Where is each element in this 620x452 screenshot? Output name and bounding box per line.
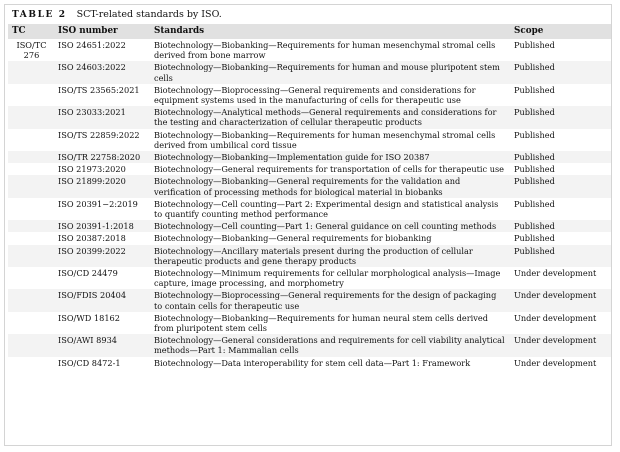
iso-number-cell: ISO/WD 18162 — [58, 312, 120, 323]
scope-cell: Under development — [514, 312, 597, 323]
iso-number-cell: ISO/FDIS 20404 — [54, 289, 150, 311]
tc-cell-empty — [8, 334, 54, 356]
scope-cell: Published — [514, 84, 555, 95]
table-row — [8, 39, 611, 61]
iso-number-cell: ISO 21973:2020 — [58, 164, 126, 175]
standard-cell: Biotechnology—General requirements for transportation of cells for therapeutic use — [154, 164, 505, 175]
table-row — [8, 175, 611, 197]
tc-cell-empty — [8, 267, 54, 289]
standard-cell: Biotechnology—Bioprocessing—General requirements for the design of packaging to contain cells for therapeutic use — [150, 289, 510, 311]
table-row — [8, 232, 611, 244]
scope-cell: Published — [514, 129, 555, 140]
table-body — [8, 39, 611, 369]
iso-number-cell: ISO 23033:2021 — [54, 106, 150, 128]
standard-cell: Biotechnology—Biobanking—General requirements for biobanking — [154, 233, 432, 244]
standard-cell: Biotechnology—Biobanking—Requirements for human neural stem cells derived from pluripotent stem cells — [154, 312, 488, 334]
standard-cell: Biotechnology—Biobanking—Requirements for human mesenchymal stromal cells derived from bone marrow — [154, 40, 496, 61]
table-label: TABLE 2 — [12, 10, 67, 20]
header-scope: Scope — [510, 24, 611, 39]
header-row — [8, 24, 611, 39]
scope-cell: Published — [514, 233, 555, 244]
scope-cell: Published — [510, 61, 611, 83]
tc-cell-empty — [8, 163, 54, 175]
tc-value: ISO/TC 276 — [16, 40, 47, 61]
iso-number-cell: ISO 24651:2022 — [58, 40, 126, 50]
table-row — [8, 220, 611, 232]
tc-cell-empty — [8, 84, 54, 106]
table-row — [8, 289, 611, 311]
table-title: SCT-related standards by ISO. — [76, 9, 222, 20]
standard-cell: Biotechnology—Bioprocessing—General requirements and considerations for equipment systems used in the manufacturing of cells for therapeutic use — [154, 84, 476, 106]
standards-table — [8, 24, 611, 369]
iso-number-cell: ISO 20399:2022 — [54, 245, 150, 267]
standard-cell: Biotechnology—Minimum requirements for cellular morphological analysis—Image capture, image processing, and morphometry — [154, 268, 501, 289]
table-row — [8, 84, 611, 106]
iso-number-cell: ISO/TS 22859:2022 — [58, 129, 140, 140]
scope-cell: Published — [514, 198, 555, 209]
iso-number-cell: ISO/AWI 8934 — [54, 334, 150, 356]
table-row — [8, 334, 611, 356]
tc-cell-empty — [8, 357, 54, 369]
standard-cell: Biotechnology—General considerations and requirements for cell viability analytical methods—Part 1: Mammalian cells — [150, 334, 510, 356]
table-row — [8, 312, 611, 334]
tc-cell-empty — [8, 245, 54, 267]
tc-cell-empty — [8, 312, 54, 334]
table-row — [8, 106, 611, 128]
table-row — [8, 267, 611, 289]
tc-cell-empty — [8, 220, 54, 232]
scope-cell: Published — [514, 164, 555, 175]
standard-cell: Biotechnology—Ancillary materials present during the production of cellular therapeutic products and gene therapy products — [150, 245, 510, 267]
standard-cell: Biotechnology—Analytical methods—General requirements and considerations for the testing and characterization of cellular therapeutic products — [150, 106, 510, 128]
iso-number-cell: ISO/TR 22758:2020 — [54, 151, 150, 163]
iso-number-cell: ISO 20387:2018 — [58, 233, 126, 244]
table-row — [8, 198, 611, 220]
table-row — [8, 245, 611, 267]
standard-cell: Biotechnology—Biobanking—Requirements for human and mouse pluripotent stem cells — [150, 61, 510, 83]
tc-cell-empty — [8, 106, 54, 128]
scope-cell: Published — [510, 175, 611, 197]
scope-cell: Under development — [514, 357, 597, 368]
standard-cell: Biotechnology—Biobanking—General requirements for the validation and verification of processing methods for biological material in biobanks — [150, 175, 510, 197]
tc-cell-empty — [8, 232, 54, 244]
table-row — [8, 61, 611, 83]
table-caption — [12, 9, 222, 21]
iso-number-cell: ISO/CD 24479 — [58, 268, 118, 279]
iso-number-cell: ISO/CD 8472-1 — [58, 357, 121, 368]
iso-number-cell: ISO 24603:2022 — [54, 61, 150, 83]
standard-cell: Biotechnology—Data interoperability for stem cell data—Part 1: Framework — [154, 357, 471, 368]
scope-cell: Under development — [510, 334, 611, 356]
scope-cell: Under development — [510, 289, 611, 311]
scope-cell: Under development — [514, 268, 597, 279]
tc-cell-empty — [8, 198, 54, 220]
tc-cell-empty — [8, 289, 54, 311]
header-standards: Standards — [150, 24, 510, 39]
table-row — [8, 151, 611, 163]
scope-cell: Published — [510, 151, 611, 163]
scope-cell: Published — [514, 40, 555, 50]
tc-cell-empty — [8, 61, 54, 83]
standard-cell: Biotechnology—Cell counting—Part 2: Experimental design and statistical analysis to quantify counting method performance — [154, 198, 499, 220]
table-row — [8, 129, 611, 151]
iso-number-cell: ISO 21899:2020 — [54, 175, 150, 197]
table-row — [8, 357, 611, 369]
iso-number-cell: ISO 20391−2:2019 — [58, 198, 138, 209]
standard-cell: Biotechnology—Biobanking—Implementation guide for ISO 20387 — [150, 151, 510, 163]
table-row — [8, 163, 611, 175]
iso-number-cell: ISO/TS 23565:2021 — [58, 84, 140, 95]
header-iso-number: ISO number — [54, 24, 150, 39]
tc-cell-empty — [8, 151, 54, 163]
tc-cell-empty — [8, 175, 54, 197]
tc-cell — [8, 39, 54, 61]
header-tc: TC — [8, 24, 54, 39]
scope-cell: Published — [510, 106, 611, 128]
scope-cell: Published — [510, 245, 611, 267]
standard-cell: Biotechnology—Biobanking—Requirements for human mesenchymal stromal cells derived from umbilical cord tissue — [154, 129, 496, 150]
tc-cell-empty — [8, 129, 54, 151]
scope-cell: Published — [510, 220, 611, 232]
iso-number-cell: ISO 20391-1:2018 — [54, 220, 150, 232]
standard-cell: Biotechnology—Cell counting—Part 1: General guidance on cell counting methods — [150, 220, 510, 232]
